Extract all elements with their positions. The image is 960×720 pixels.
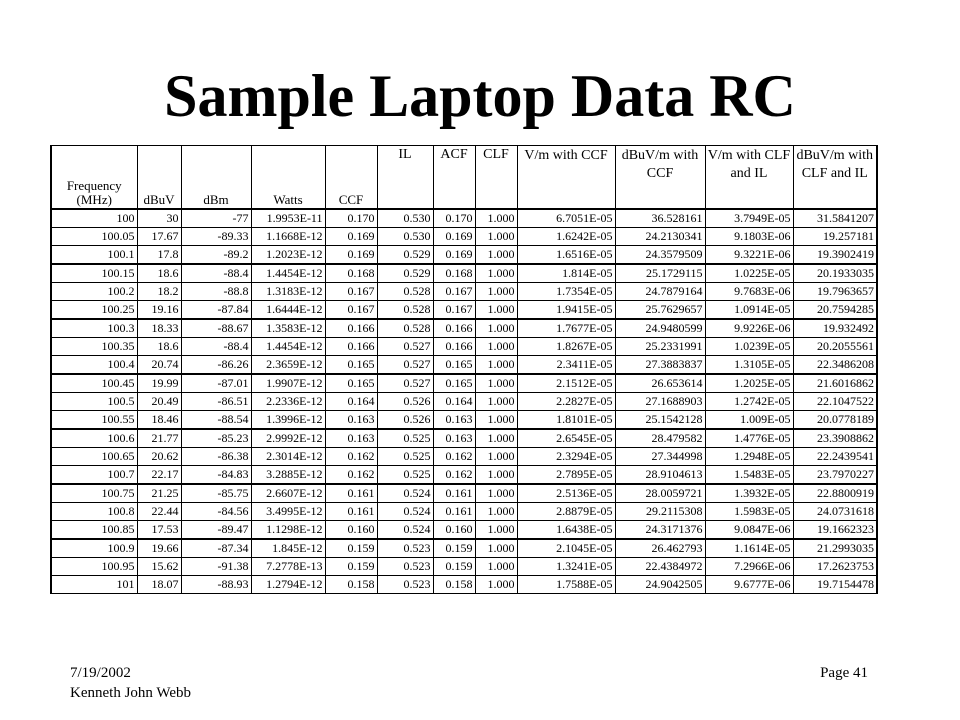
header-dbuvm-ccf: dBuV/m with CCF bbox=[615, 146, 705, 209]
table-cell: 1.4776E-05 bbox=[705, 429, 793, 448]
table-cell: 20.1933035 bbox=[793, 264, 877, 283]
table-row bbox=[51, 539, 877, 558]
table-cell: 18.07 bbox=[137, 575, 181, 593]
table-cell: 1.3583E-12 bbox=[251, 319, 325, 338]
table-cell: 1.000 bbox=[475, 319, 517, 338]
table-cell: 24.9480599 bbox=[615, 319, 705, 338]
table-cell: 15.62 bbox=[137, 557, 181, 575]
table-cell: 100 bbox=[51, 209, 137, 228]
table-cell: 0.168 bbox=[325, 264, 377, 283]
table-cell: 1.8101E-05 bbox=[517, 410, 615, 429]
table-cell: 0.158 bbox=[325, 575, 377, 593]
table-cell: 1.4454E-12 bbox=[251, 264, 325, 283]
table-cell: 1.000 bbox=[475, 484, 517, 503]
table-cell: 1.000 bbox=[475, 282, 517, 300]
table-cell: 1.0914E-05 bbox=[705, 300, 793, 319]
table-cell: 1.000 bbox=[475, 209, 517, 228]
table-cell: 20.62 bbox=[137, 447, 181, 465]
table-cell: 1.3105E-05 bbox=[705, 355, 793, 374]
table-cell: 1.2948E-05 bbox=[705, 447, 793, 465]
table-row bbox=[51, 282, 877, 300]
table-cell: 29.2115308 bbox=[615, 502, 705, 520]
table-cell: 100.35 bbox=[51, 337, 137, 355]
table-cell: 2.5136E-05 bbox=[517, 484, 615, 503]
header-il: IL bbox=[377, 146, 433, 209]
table-cell: 0.165 bbox=[325, 355, 377, 374]
table-cell: 0.161 bbox=[433, 502, 475, 520]
table-cell: 1.814E-05 bbox=[517, 264, 615, 283]
table-cell: 9.0847E-06 bbox=[705, 520, 793, 539]
table-cell: 1.2742E-05 bbox=[705, 392, 793, 410]
table-cell: 1.1298E-12 bbox=[251, 520, 325, 539]
table-cell: 2.9992E-12 bbox=[251, 429, 325, 448]
table-cell: 0.530 bbox=[377, 209, 433, 228]
table-cell: -84.83 bbox=[181, 465, 251, 484]
table-cell: 0.162 bbox=[325, 447, 377, 465]
table-cell: 0.528 bbox=[377, 300, 433, 319]
table-cell: 0.162 bbox=[433, 465, 475, 484]
table-cell: 100.2 bbox=[51, 282, 137, 300]
table-cell: 21.77 bbox=[137, 429, 181, 448]
table-cell: 19.7963657 bbox=[793, 282, 877, 300]
table-cell: 21.6016862 bbox=[793, 374, 877, 393]
table-cell: 23.3908862 bbox=[793, 429, 877, 448]
table-cell: 0.163 bbox=[433, 410, 475, 429]
laptop-data-table bbox=[50, 145, 878, 594]
header-acf: ACF bbox=[433, 146, 475, 209]
header-dbm: dBm bbox=[181, 146, 251, 209]
table-cell: 1.9953E-11 bbox=[251, 209, 325, 228]
table-cell: 1.6242E-05 bbox=[517, 227, 615, 245]
table-cell: 18.6 bbox=[137, 264, 181, 283]
table-cell: 1.7677E-05 bbox=[517, 319, 615, 338]
table-cell: -88.67 bbox=[181, 319, 251, 338]
table-cell: 0.160 bbox=[325, 520, 377, 539]
table-cell: 0.161 bbox=[325, 484, 377, 503]
table-cell: 0.527 bbox=[377, 337, 433, 355]
table-cell: 19.3902419 bbox=[793, 245, 877, 264]
table-cell: -85.75 bbox=[181, 484, 251, 503]
table-cell: 20.0778189 bbox=[793, 410, 877, 429]
table-cell: 0.167 bbox=[325, 300, 377, 319]
header-dbuv: dBuV bbox=[137, 146, 181, 209]
table-cell: 0.166 bbox=[433, 319, 475, 338]
table-cell: 26.462793 bbox=[615, 539, 705, 558]
table-cell: 0.163 bbox=[325, 410, 377, 429]
table-cell: 1.3932E-05 bbox=[705, 484, 793, 503]
table-cell: 0.165 bbox=[433, 374, 475, 393]
table-cell: 1.000 bbox=[475, 575, 517, 593]
table-cell: 1.000 bbox=[475, 337, 517, 355]
table-cell: 0.169 bbox=[433, 227, 475, 245]
table-cell: 2.6545E-05 bbox=[517, 429, 615, 448]
table-cell: 24.9042505 bbox=[615, 575, 705, 593]
table-cell: 0.163 bbox=[433, 429, 475, 448]
table-cell: 22.17 bbox=[137, 465, 181, 484]
table-cell: 1.000 bbox=[475, 227, 517, 245]
table-cell: 0.524 bbox=[377, 484, 433, 503]
table-cell: 0.526 bbox=[377, 392, 433, 410]
table-cell: 1.8267E-05 bbox=[517, 337, 615, 355]
header-vm-clf-il: V/m with CLF and IL bbox=[705, 146, 793, 209]
table-cell: 1.000 bbox=[475, 355, 517, 374]
table-cell: 0.161 bbox=[433, 484, 475, 503]
table-cell: 18.2 bbox=[137, 282, 181, 300]
table-cell: 21.25 bbox=[137, 484, 181, 503]
table-cell: 0.525 bbox=[377, 465, 433, 484]
table-cell: 0.162 bbox=[433, 447, 475, 465]
table-cell: 100.85 bbox=[51, 520, 137, 539]
table-cell: -88.54 bbox=[181, 410, 251, 429]
table-cell: 0.525 bbox=[377, 429, 433, 448]
table-cell: 0.159 bbox=[325, 539, 377, 558]
table-cell: 1.6438E-05 bbox=[517, 520, 615, 539]
table-cell: 28.479582 bbox=[615, 429, 705, 448]
table-cell: 25.2331991 bbox=[615, 337, 705, 355]
table-cell: 20.74 bbox=[137, 355, 181, 374]
table-cell: 0.165 bbox=[325, 374, 377, 393]
table-row bbox=[51, 447, 877, 465]
table-cell: 27.3883837 bbox=[615, 355, 705, 374]
table-cell: -89.47 bbox=[181, 520, 251, 539]
table-cell: 1.5483E-05 bbox=[705, 465, 793, 484]
header-watts: Watts bbox=[251, 146, 325, 209]
footer-left bbox=[70, 663, 191, 703]
table-cell: 22.3486208 bbox=[793, 355, 877, 374]
table-cell: 0.161 bbox=[325, 502, 377, 520]
table-cell: 23.7970227 bbox=[793, 465, 877, 484]
table-cell: 22.1047522 bbox=[793, 392, 877, 410]
table-cell: 1.000 bbox=[475, 557, 517, 575]
table-row bbox=[51, 300, 877, 319]
table-cell: 1.3241E-05 bbox=[517, 557, 615, 575]
table-cell: 100.15 bbox=[51, 264, 137, 283]
table-cell: 27.344998 bbox=[615, 447, 705, 465]
table-cell: 24.3579509 bbox=[615, 245, 705, 264]
table-row bbox=[51, 465, 877, 484]
table-cell: 17.8 bbox=[137, 245, 181, 264]
table-cell: 0.529 bbox=[377, 264, 433, 283]
table-cell: 1.6516E-05 bbox=[517, 245, 615, 264]
table-cell: 6.7051E-05 bbox=[517, 209, 615, 228]
table-cell: 18.6 bbox=[137, 337, 181, 355]
table-row bbox=[51, 355, 877, 374]
footer-date: 7/19/2002 bbox=[70, 665, 131, 681]
table-cell: 7.2778E-13 bbox=[251, 557, 325, 575]
table-cell: 0.166 bbox=[433, 337, 475, 355]
table-cell: 26.653614 bbox=[615, 374, 705, 393]
table-cell: 100.55 bbox=[51, 410, 137, 429]
table-cell: 0.526 bbox=[377, 410, 433, 429]
table-cell: 30 bbox=[137, 209, 181, 228]
table-cell: 1.6444E-12 bbox=[251, 300, 325, 319]
table-row bbox=[51, 245, 877, 264]
table-cell: 100.6 bbox=[51, 429, 137, 448]
table-cell: -85.23 bbox=[181, 429, 251, 448]
table-row bbox=[51, 557, 877, 575]
table-cell: 20.7594285 bbox=[793, 300, 877, 319]
table-cell: 0.523 bbox=[377, 539, 433, 558]
slide-title: Sample Laptop Data RC bbox=[164, 63, 796, 129]
header-dbuvm-clf-il: dBuV/m with CLF and IL bbox=[793, 146, 877, 209]
table-row bbox=[51, 484, 877, 503]
table-cell: 0.167 bbox=[325, 282, 377, 300]
table-cell: 0.163 bbox=[325, 429, 377, 448]
table-cell: 1.845E-12 bbox=[251, 539, 325, 558]
table-cell: -86.38 bbox=[181, 447, 251, 465]
table-cell: 0.524 bbox=[377, 520, 433, 539]
table-cell: 2.2336E-12 bbox=[251, 392, 325, 410]
table-cell: 100.8 bbox=[51, 502, 137, 520]
table-cell: -89.2 bbox=[181, 245, 251, 264]
table-cell: 0.158 bbox=[433, 575, 475, 593]
table-cell: 18.33 bbox=[137, 319, 181, 338]
table-cell: 1.000 bbox=[475, 539, 517, 558]
table-cell: 21.2993035 bbox=[793, 539, 877, 558]
table-cell: 2.6607E-12 bbox=[251, 484, 325, 503]
table-cell: 17.53 bbox=[137, 520, 181, 539]
table-cell: 0.530 bbox=[377, 227, 433, 245]
table-row bbox=[51, 264, 877, 283]
table-cell: -89.33 bbox=[181, 227, 251, 245]
table-cell: 22.44 bbox=[137, 502, 181, 520]
table-cell: 100.7 bbox=[51, 465, 137, 484]
table-cell: 1.000 bbox=[475, 245, 517, 264]
table-cell: 19.99 bbox=[137, 374, 181, 393]
table-cell: 24.7879164 bbox=[615, 282, 705, 300]
table-cell: 9.7683E-06 bbox=[705, 282, 793, 300]
table-cell: 25.1729115 bbox=[615, 264, 705, 283]
table-cell: 2.3294E-05 bbox=[517, 447, 615, 465]
table-cell: 1.000 bbox=[475, 465, 517, 484]
table-cell: 0.169 bbox=[325, 245, 377, 264]
header-clf: CLF bbox=[475, 146, 517, 209]
table-cell: 1.1614E-05 bbox=[705, 539, 793, 558]
table-cell: 0.164 bbox=[433, 392, 475, 410]
table-cell: 36.528161 bbox=[615, 209, 705, 228]
table-cell: 2.1512E-05 bbox=[517, 374, 615, 393]
table-cell: 2.3014E-12 bbox=[251, 447, 325, 465]
table-cell: -87.01 bbox=[181, 374, 251, 393]
table-cell: 100.1 bbox=[51, 245, 137, 264]
table-row bbox=[51, 227, 877, 245]
table-cell: -88.4 bbox=[181, 264, 251, 283]
table-cell: 24.3171376 bbox=[615, 520, 705, 539]
table-cell: 100.95 bbox=[51, 557, 137, 575]
table-cell: 0.159 bbox=[433, 557, 475, 575]
table-cell: 1.000 bbox=[475, 429, 517, 448]
table-cell: 7.2966E-06 bbox=[705, 557, 793, 575]
table-cell: 100.5 bbox=[51, 392, 137, 410]
footer-author: Kenneth John Webb bbox=[70, 685, 191, 701]
table-cell: 19.1662323 bbox=[793, 520, 877, 539]
table-cell: 0.167 bbox=[433, 300, 475, 319]
table-cell: 0.523 bbox=[377, 575, 433, 593]
table-cell: 1.000 bbox=[475, 392, 517, 410]
table-cell: 1.000 bbox=[475, 300, 517, 319]
table-cell: 0.159 bbox=[325, 557, 377, 575]
table-cell: 9.9226E-06 bbox=[705, 319, 793, 338]
table-cell: 1.000 bbox=[475, 264, 517, 283]
table-cell: 19.16 bbox=[137, 300, 181, 319]
table-cell: 0.164 bbox=[325, 392, 377, 410]
table-cell: 100.25 bbox=[51, 300, 137, 319]
table-cell: 2.8879E-05 bbox=[517, 502, 615, 520]
table-cell: 1.000 bbox=[475, 520, 517, 539]
table-cell: 1.000 bbox=[475, 447, 517, 465]
table-cell: -88.93 bbox=[181, 575, 251, 593]
table-cell: 17.2623753 bbox=[793, 557, 877, 575]
table-cell: -87.84 bbox=[181, 300, 251, 319]
table-cell: 2.3411E-05 bbox=[517, 355, 615, 374]
table-cell: -86.51 bbox=[181, 392, 251, 410]
table-cell: 100.05 bbox=[51, 227, 137, 245]
table-cell: 9.1803E-06 bbox=[705, 227, 793, 245]
table-cell: 0.159 bbox=[433, 539, 475, 558]
table-cell: 22.8800919 bbox=[793, 484, 877, 503]
table-cell: 100.75 bbox=[51, 484, 137, 503]
table-cell: 28.9104613 bbox=[615, 465, 705, 484]
table-cell: 3.2885E-12 bbox=[251, 465, 325, 484]
table-cell: 1.000 bbox=[475, 502, 517, 520]
table-cell: 17.67 bbox=[137, 227, 181, 245]
table-cell: 2.1045E-05 bbox=[517, 539, 615, 558]
table-cell: 0.170 bbox=[325, 209, 377, 228]
table-cell: 31.5841207 bbox=[793, 209, 877, 228]
table-cell: 2.2827E-05 bbox=[517, 392, 615, 410]
header-vm-ccf: V/m with CCF bbox=[517, 146, 615, 209]
table-cell: -84.56 bbox=[181, 502, 251, 520]
table-cell: 0.167 bbox=[433, 282, 475, 300]
table-cell: 1.2023E-12 bbox=[251, 245, 325, 264]
table-cell: 100.45 bbox=[51, 374, 137, 393]
table-cell: 18.46 bbox=[137, 410, 181, 429]
table-cell: 0.527 bbox=[377, 374, 433, 393]
table-cell: 1.2794E-12 bbox=[251, 575, 325, 593]
table-cell: 0.525 bbox=[377, 447, 433, 465]
table-cell: 9.3221E-06 bbox=[705, 245, 793, 264]
table-cell: 20.49 bbox=[137, 392, 181, 410]
table-cell: 1.2025E-05 bbox=[705, 374, 793, 393]
table-cell: 1.0239E-05 bbox=[705, 337, 793, 355]
table-cell: -87.34 bbox=[181, 539, 251, 558]
header-ccf: CCF bbox=[325, 146, 377, 209]
table-cell: -88.8 bbox=[181, 282, 251, 300]
table-cell: -86.26 bbox=[181, 355, 251, 374]
table-cell: 3.4995E-12 bbox=[251, 502, 325, 520]
table-cell: 19.66 bbox=[137, 539, 181, 558]
table-row bbox=[51, 319, 877, 338]
table-cell: 0.170 bbox=[433, 209, 475, 228]
table-cell: 20.2055561 bbox=[793, 337, 877, 355]
table-cell: 1.009E-05 bbox=[705, 410, 793, 429]
table-cell: 24.2130341 bbox=[615, 227, 705, 245]
table-cell: 1.7354E-05 bbox=[517, 282, 615, 300]
table-cell: 2.7895E-05 bbox=[517, 465, 615, 484]
table-row bbox=[51, 502, 877, 520]
table-cell: 19.257181 bbox=[793, 227, 877, 245]
table-cell: 1.9415E-05 bbox=[517, 300, 615, 319]
table-cell: 25.1542128 bbox=[615, 410, 705, 429]
table-cell: 0.529 bbox=[377, 245, 433, 264]
table-row bbox=[51, 374, 877, 393]
table-cell: 28.0059721 bbox=[615, 484, 705, 503]
table-cell: 2.3659E-12 bbox=[251, 355, 325, 374]
table-cell: 1.0225E-05 bbox=[705, 264, 793, 283]
table-row bbox=[51, 429, 877, 448]
table-cell: 0.166 bbox=[325, 337, 377, 355]
table-cell: 27.1688903 bbox=[615, 392, 705, 410]
table-cell: 100.65 bbox=[51, 447, 137, 465]
table-cell: 0.165 bbox=[433, 355, 475, 374]
table-cell: 0.523 bbox=[377, 557, 433, 575]
table-cell: 0.162 bbox=[325, 465, 377, 484]
table-cell: 0.169 bbox=[433, 245, 475, 264]
table-cell: 0.524 bbox=[377, 502, 433, 520]
table-cell: 1.9907E-12 bbox=[251, 374, 325, 393]
table-cell: -77 bbox=[181, 209, 251, 228]
header-frequency: Frequency (MHz) bbox=[51, 146, 137, 209]
table-row bbox=[51, 575, 877, 593]
table-cell: 0.528 bbox=[377, 282, 433, 300]
table-cell: 24.0731618 bbox=[793, 502, 877, 520]
table-cell: 0.168 bbox=[433, 264, 475, 283]
table-cell: 22.2439541 bbox=[793, 447, 877, 465]
table-cell: 1.7588E-05 bbox=[517, 575, 615, 593]
table-cell: 0.169 bbox=[325, 227, 377, 245]
table-cell: 19.7154478 bbox=[793, 575, 877, 593]
table-cell: 0.528 bbox=[377, 319, 433, 338]
table-cell: -91.38 bbox=[181, 557, 251, 575]
table-cell: 9.6777E-06 bbox=[705, 575, 793, 593]
table-row bbox=[51, 410, 877, 429]
table-cell: 1.4454E-12 bbox=[251, 337, 325, 355]
table-cell: 1.3183E-12 bbox=[251, 282, 325, 300]
table-row bbox=[51, 392, 877, 410]
table-cell: 25.7629657 bbox=[615, 300, 705, 319]
table-cell: 1.000 bbox=[475, 374, 517, 393]
table-cell: 100.3 bbox=[51, 319, 137, 338]
table-cell: 3.7949E-05 bbox=[705, 209, 793, 228]
table-cell: 1.000 bbox=[475, 410, 517, 429]
table-cell: 0.166 bbox=[325, 319, 377, 338]
table-cell: 19.932492 bbox=[793, 319, 877, 338]
table-cell: 1.1668E-12 bbox=[251, 227, 325, 245]
table-cell: 100.4 bbox=[51, 355, 137, 374]
table-cell: 0.160 bbox=[433, 520, 475, 539]
table-cell: 22.4384972 bbox=[615, 557, 705, 575]
table-cell: 100.9 bbox=[51, 539, 137, 558]
table-cell: 0.527 bbox=[377, 355, 433, 374]
table-cell: 1.3996E-12 bbox=[251, 410, 325, 429]
table-cell: -88.4 bbox=[181, 337, 251, 355]
table-row bbox=[51, 209, 877, 228]
table-cell: 101 bbox=[51, 575, 137, 593]
table-row bbox=[51, 337, 877, 355]
footer-page-number: Page 41 bbox=[820, 665, 868, 681]
table-row bbox=[51, 520, 877, 539]
table-cell: 1.5983E-05 bbox=[705, 502, 793, 520]
